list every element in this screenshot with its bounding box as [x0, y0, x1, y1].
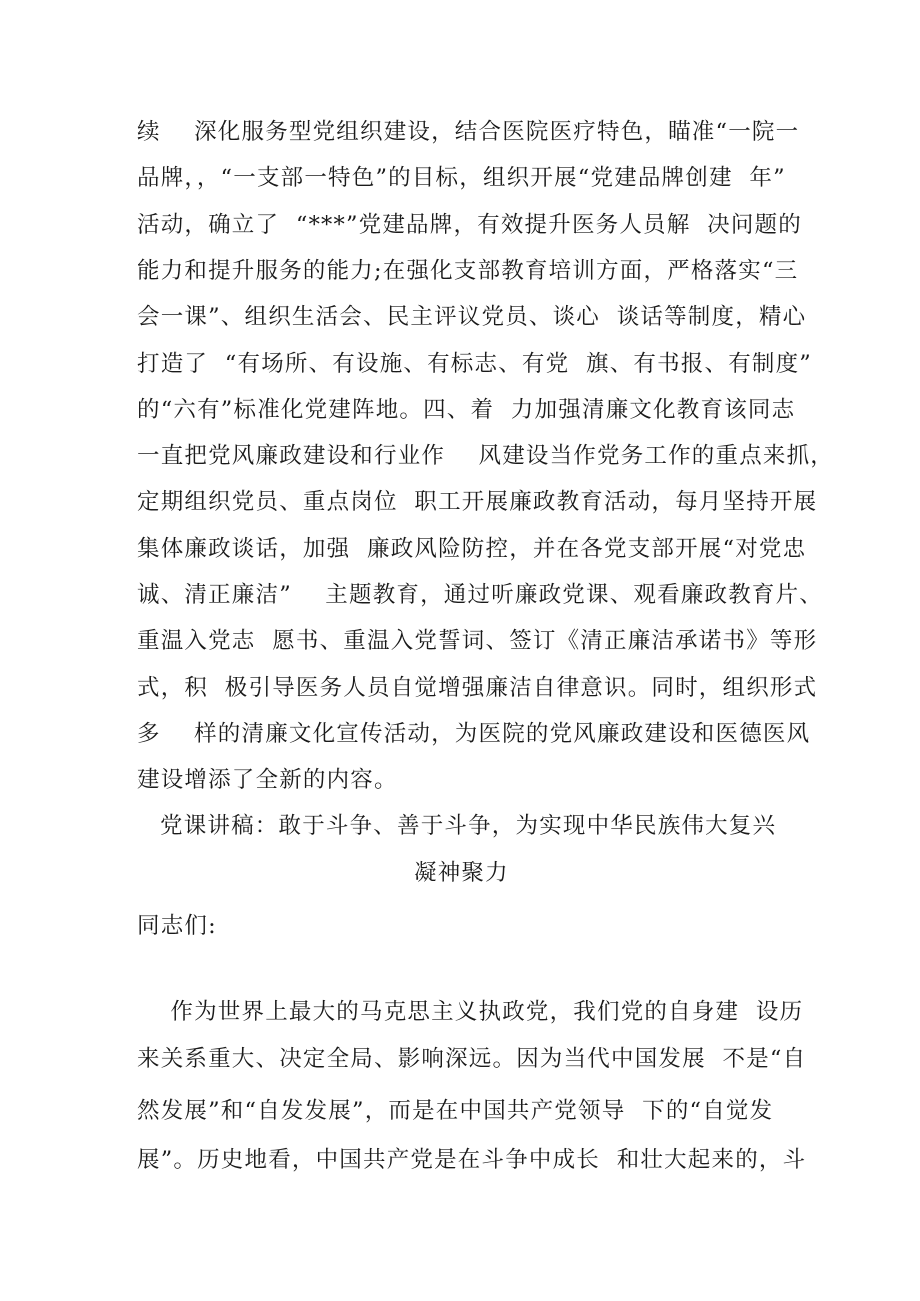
- paragraph-line: 活动，确立了 “***”党建品牌，有效提升医务人员解 决问题的: [137, 212, 802, 238]
- paragraph-line: 式，积 极引导医务人员自觉增强廉洁自律意识。同时，组织形式: [137, 675, 818, 701]
- paragraph-line: 集体廉政谈话，加强 廉政风险防控，并在各党支部开展“对党忠: [137, 536, 807, 562]
- paragraph-line: 一直把党风廉政建设和行业作 风建设当作党务工作的重点来抓，: [137, 443, 835, 469]
- paragraph-line: 续 深化服务型党组织建设，结合医院医疗特色，瞄准“一院一: [137, 119, 800, 145]
- paragraph-line: 诚、清正廉洁” 主题教育，通过听廉政党课、观看廉政教育片、: [137, 582, 824, 608]
- paragraph-line: 的“六有”标准化党建阵地。四、着 力加强清廉文化教育该同志: [137, 397, 796, 423]
- paragraph-line: 打造了 “有场所、有设施、有标志、有党 旗、有书报、有制度”: [137, 351, 813, 377]
- paragraph-line: 多 样的清廉文化宣传活动，为医院的党风廉政建设和医德医风: [137, 721, 811, 747]
- article-title: 党课讲稿：敢于斗争、善于斗争，为实现中华民族伟大复兴: [160, 813, 777, 839]
- paragraph-line: 品牌，，“一支部一特色”的目标，组织开展“党建品牌创建 年”: [137, 165, 786, 191]
- paragraph-line: 能力和提升服务的能力;在强化支部教育培训方面，严格落实“三: [137, 258, 799, 284]
- paragraph-line: 重温入党志 愿书、重温入党誓词、签订《清正廉洁承诺书》等形: [137, 628, 818, 654]
- paragraph-line: 然发展”和“自发发展”，而是在中国共产党领导 下的“自觉发: [137, 1098, 774, 1124]
- salutation: 同志们:: [137, 913, 217, 939]
- paragraph-line: 会一课”、组织生活会、民主评议党员、谈心 谈话等制度，精心: [137, 304, 807, 330]
- paragraph-line: 作为世界上最大的马克思主义执政党，我们党的自身建 设历: [137, 999, 804, 1025]
- paragraph-line: 定期组织党员、重点岗位 职工开展廉政教育活动，每月坚持开展: [137, 489, 818, 515]
- article-title-continued: 凝神聚力: [414, 860, 509, 886]
- paragraph-line: 建设增添了全新的内容。: [137, 767, 398, 793]
- paragraph-line: 来关系重大、决定全局、影响深远。因为当代中国发展 不是“自: [137, 1046, 807, 1072]
- paragraph-line: 展”。历史地看，中国共产党是在斗争中成长 和壮大起来的，斗: [137, 1147, 807, 1173]
